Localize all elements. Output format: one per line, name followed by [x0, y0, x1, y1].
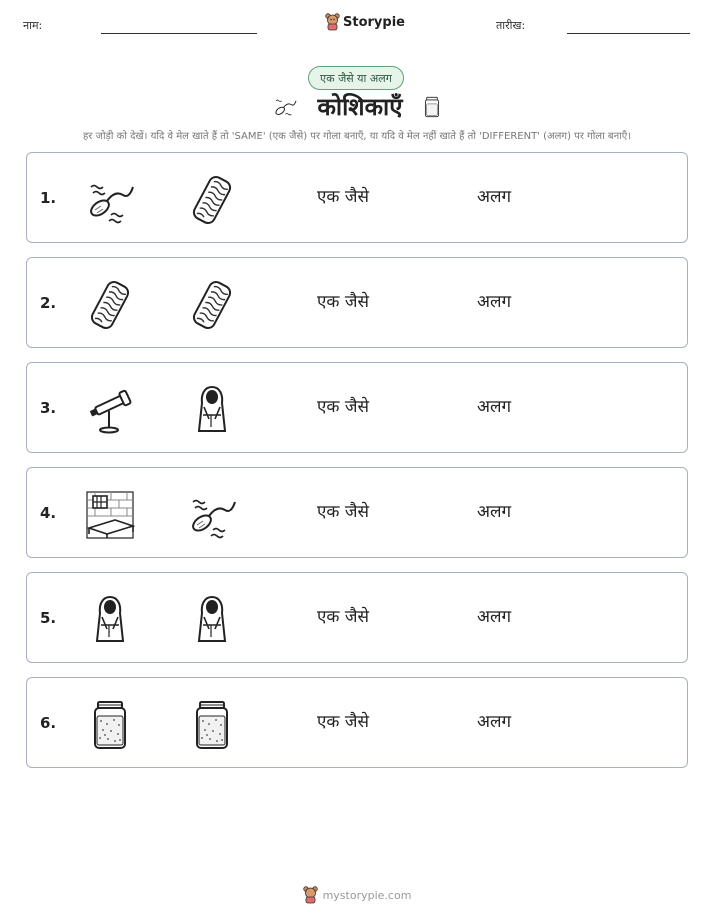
different-option[interactable]: अलग	[477, 607, 512, 627]
bear-mascot-icon	[303, 886, 318, 904]
sperm-cell-icon	[187, 490, 237, 540]
question-row	[26, 677, 688, 768]
different-option[interactable]: अलग	[477, 292, 512, 312]
question-number: 6.	[40, 714, 57, 732]
cell-room-icon	[85, 490, 135, 540]
name-label: नाम:	[23, 19, 43, 32]
same-option[interactable]: एक जैसे	[317, 397, 369, 417]
telescope-icon	[85, 385, 135, 435]
same-option[interactable]: एक जैसे	[317, 607, 369, 627]
sperm-cell-icon	[85, 175, 135, 225]
same-option[interactable]: एक जैसे	[317, 292, 369, 312]
same-option[interactable]: एक जैसे	[317, 712, 369, 732]
footer-site: mystorypie.com	[322, 888, 412, 902]
different-option[interactable]: अलग	[477, 397, 512, 417]
question-number: 1.	[40, 189, 57, 207]
instructions: हर जोड़ी को देखें। यदि वे मेल खाते हैं तो 'SAME' (एक जैसे) पर गोला बनाएँ, या यदि वे मेल नहीं खाते हैं तो 'DIFFERENT' (अलग) पर गोला बनाएँ।	[82, 131, 632, 142]
date-label: तारीख:	[496, 19, 526, 32]
question-row	[26, 467, 688, 558]
specimen-jar-icon	[187, 700, 237, 750]
question-number: 4.	[40, 504, 57, 522]
cell-slide-icon	[85, 280, 135, 330]
different-option[interactable]: अलग	[477, 187, 512, 207]
robed-figure-icon	[187, 385, 237, 435]
different-option[interactable]: अलग	[477, 502, 512, 522]
question-row	[26, 362, 688, 453]
specimen-jar-icon	[421, 93, 443, 121]
specimen-jar-icon	[85, 700, 135, 750]
brand-logo	[325, 13, 405, 31]
activity-badge: एक जैसे या अलग	[308, 66, 404, 90]
same-option[interactable]: एक जैसे	[317, 502, 369, 522]
cell-slide-icon	[187, 175, 237, 225]
sperm-cell-icon	[271, 95, 299, 119]
date-field-line[interactable]	[567, 33, 690, 34]
bear-mascot-icon	[325, 13, 340, 31]
robed-figure-icon	[187, 595, 237, 645]
different-option[interactable]: अलग	[477, 712, 512, 732]
name-field-line[interactable]	[101, 33, 257, 34]
question-row	[26, 572, 688, 663]
cell-slide-icon	[187, 280, 237, 330]
brand-name: Storypie	[343, 14, 405, 30]
question-number: 5.	[40, 609, 57, 627]
title-row	[0, 90, 714, 123]
robed-figure-icon	[85, 595, 135, 645]
question-row	[26, 152, 688, 243]
same-option[interactable]: एक जैसे	[317, 187, 369, 207]
footer	[0, 886, 714, 904]
question-number: 3.	[40, 399, 57, 417]
question-row	[26, 257, 688, 348]
question-number: 2.	[40, 294, 57, 312]
page-title: कोशिकाएँ	[317, 93, 403, 121]
